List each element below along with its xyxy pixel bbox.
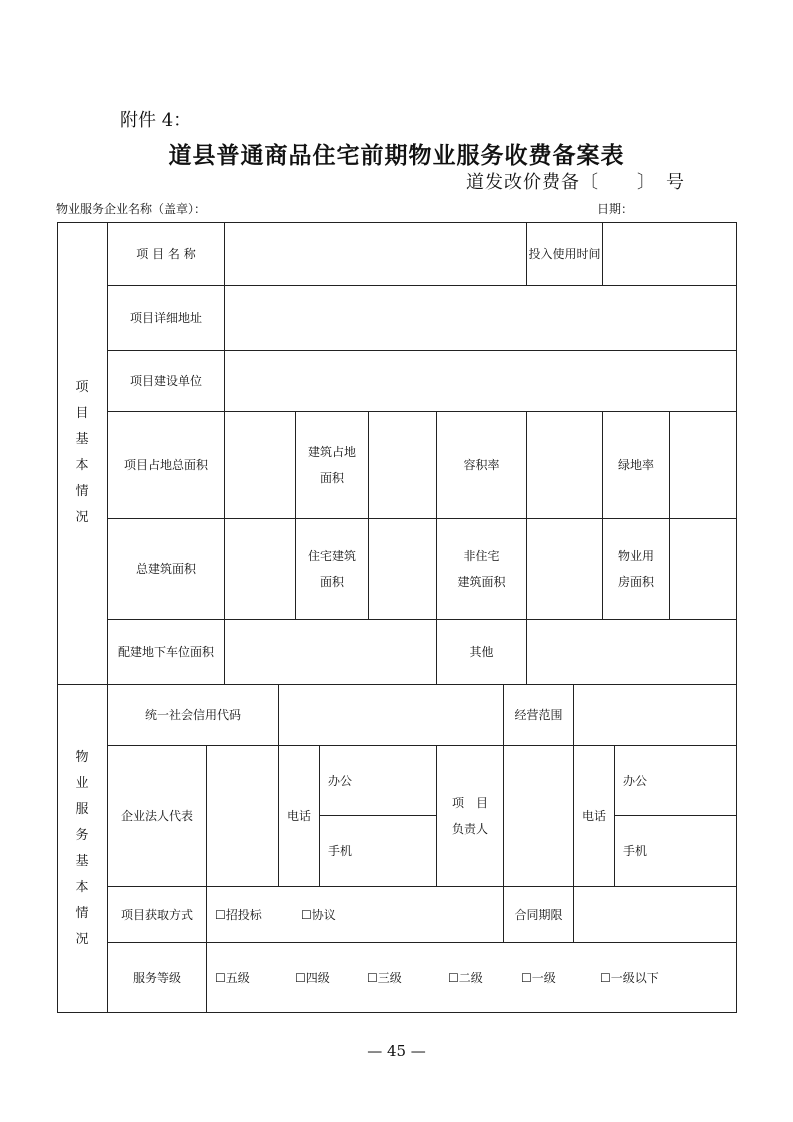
parking-area-label: 配建地下车位面积 <box>108 620 225 685</box>
level-2-checkbox[interactable]: ☐二级 <box>448 970 483 985</box>
property-room-area-label-line1: 物业用 <box>617 549 654 563</box>
project-name-field[interactable] <box>225 222 527 286</box>
level-3-checkbox[interactable]: ☐三级 <box>367 970 402 985</box>
vertical-title-char: 况 <box>75 931 89 947</box>
building-footprint-label-line1: 建筑占地 <box>307 445 356 459</box>
vertical-title-char: 业 <box>75 775 89 791</box>
non-residential-area-label <box>437 519 527 620</box>
acquisition-label: 项目获取方式 <box>108 887 207 943</box>
service-level-label: 服务等级 <box>108 943 207 1013</box>
vertical-title-char: 服 <box>75 801 89 817</box>
page-number: — 45 — <box>367 1042 426 1060</box>
other-field[interactable] <box>527 620 737 685</box>
parking-area-field[interactable] <box>225 620 437 685</box>
legal-rep-label: 企业法人代表 <box>108 746 207 887</box>
level-4-checkbox[interactable]: ☐四级 <box>295 970 330 985</box>
level-1-checkbox[interactable]: ☐一级 <box>521 970 556 985</box>
acquisition-agreement-checkbox[interactable]: ☐协议 <box>301 907 336 922</box>
vertical-title-char: 物 <box>75 749 89 765</box>
plot-ratio-label: 容积率 <box>437 412 527 519</box>
business-scope-field[interactable] <box>574 685 737 746</box>
business-scope-label: 经营范围 <box>504 685 574 746</box>
legal-rep-phone-label: 电话 <box>279 746 320 887</box>
document-title: 道县普通商品住宅前期物业服务收费备案表 <box>168 142 625 169</box>
plot-ratio-field[interactable] <box>527 412 603 519</box>
property-room-area-field[interactable] <box>670 519 737 620</box>
level-5-checkbox[interactable]: ☐五级 <box>215 970 250 985</box>
other-label: 其他 <box>437 620 527 685</box>
total-area-label: 总建筑面积 <box>108 519 225 620</box>
contract-term-field[interactable] <box>574 887 737 943</box>
section-service-title <box>57 685 108 1013</box>
green-ratio-label: 绿地率 <box>603 412 670 519</box>
legal-rep-office-phone[interactable]: 办公 <box>320 746 437 816</box>
address-field[interactable] <box>225 286 737 351</box>
vertical-title-char: 情 <box>75 484 89 499</box>
company-name-label: 物业服务企业名称（盖章）： <box>56 202 207 216</box>
manager-mobile-phone[interactable]: 手机 <box>615 816 737 887</box>
address-label: 项目详细地址 <box>108 286 225 351</box>
vertical-title-char: 本 <box>75 879 89 895</box>
project-manager-label <box>437 746 504 887</box>
vertical-title-char: 基 <box>75 853 89 869</box>
property-room-area-label-line2: 房面积 <box>617 575 654 589</box>
total-area-field[interactable] <box>225 519 296 620</box>
vertical-title-char: 目 <box>75 406 89 421</box>
acquisition-options <box>207 887 504 943</box>
residential-area-label-line1: 住宅建筑 <box>307 549 356 563</box>
building-footprint-label-line2: 面积 <box>319 471 344 485</box>
residential-area-label-line2: 面积 <box>319 575 344 589</box>
building-footprint-label <box>296 412 369 519</box>
land-area-field[interactable] <box>225 412 296 519</box>
credit-code-label: 统一社会信用代码 <box>108 685 279 746</box>
credit-code-field[interactable] <box>279 685 504 746</box>
vertical-title-char: 况 <box>75 510 89 525</box>
vertical-title-char: 务 <box>75 827 89 843</box>
project-manager-field[interactable] <box>504 746 574 887</box>
vertical-title-char: 情 <box>75 905 89 921</box>
contract-term-label: 合同期限 <box>504 887 574 943</box>
legal-rep-mobile-phone[interactable]: 手机 <box>320 816 437 887</box>
residential-area-label <box>296 519 369 620</box>
builder-label: 项目建设单位 <box>108 351 225 412</box>
use-time-label: 投入使用时间 <box>527 222 603 286</box>
land-area-label: 项目占地总面积 <box>108 412 225 519</box>
vertical-title-char: 本 <box>75 458 89 473</box>
non-residential-area-label-line2: 建筑面积 <box>457 575 506 589</box>
project-manager-label-line1: 项 目 <box>451 796 488 810</box>
use-time-field[interactable] <box>603 222 737 286</box>
property-room-area-label <box>603 519 670 620</box>
acquisition-bidding-checkbox[interactable]: ☐招投标 <box>215 907 262 922</box>
below-level-1-checkbox[interactable]: ☐一级以下 <box>600 970 659 985</box>
legal-rep-field[interactable] <box>207 746 279 887</box>
vertical-title-char: 基 <box>75 432 89 447</box>
project-manager-label-line2: 负责人 <box>451 822 488 836</box>
building-footprint-field[interactable] <box>369 412 437 519</box>
manager-phone-label: 电话 <box>574 746 615 887</box>
service-level-options <box>207 943 737 1013</box>
vertical-title-char: 项 <box>75 380 89 395</box>
section-project-title <box>57 222 108 685</box>
manager-office-phone[interactable]: 办公 <box>615 746 737 816</box>
non-residential-area-label-line1: 非住宅 <box>463 549 500 563</box>
document-number: 道发改价费备〔 〕 号 <box>466 172 685 193</box>
residential-area-field[interactable] <box>369 519 437 620</box>
project-name-label: 项 目 名 称 <box>108 222 225 286</box>
green-ratio-field[interactable] <box>670 412 737 519</box>
attachment-label: 附件 4： <box>120 110 192 131</box>
builder-field[interactable] <box>225 351 737 412</box>
date-label: 日期： <box>597 202 634 216</box>
non-residential-area-field[interactable] <box>527 519 603 620</box>
